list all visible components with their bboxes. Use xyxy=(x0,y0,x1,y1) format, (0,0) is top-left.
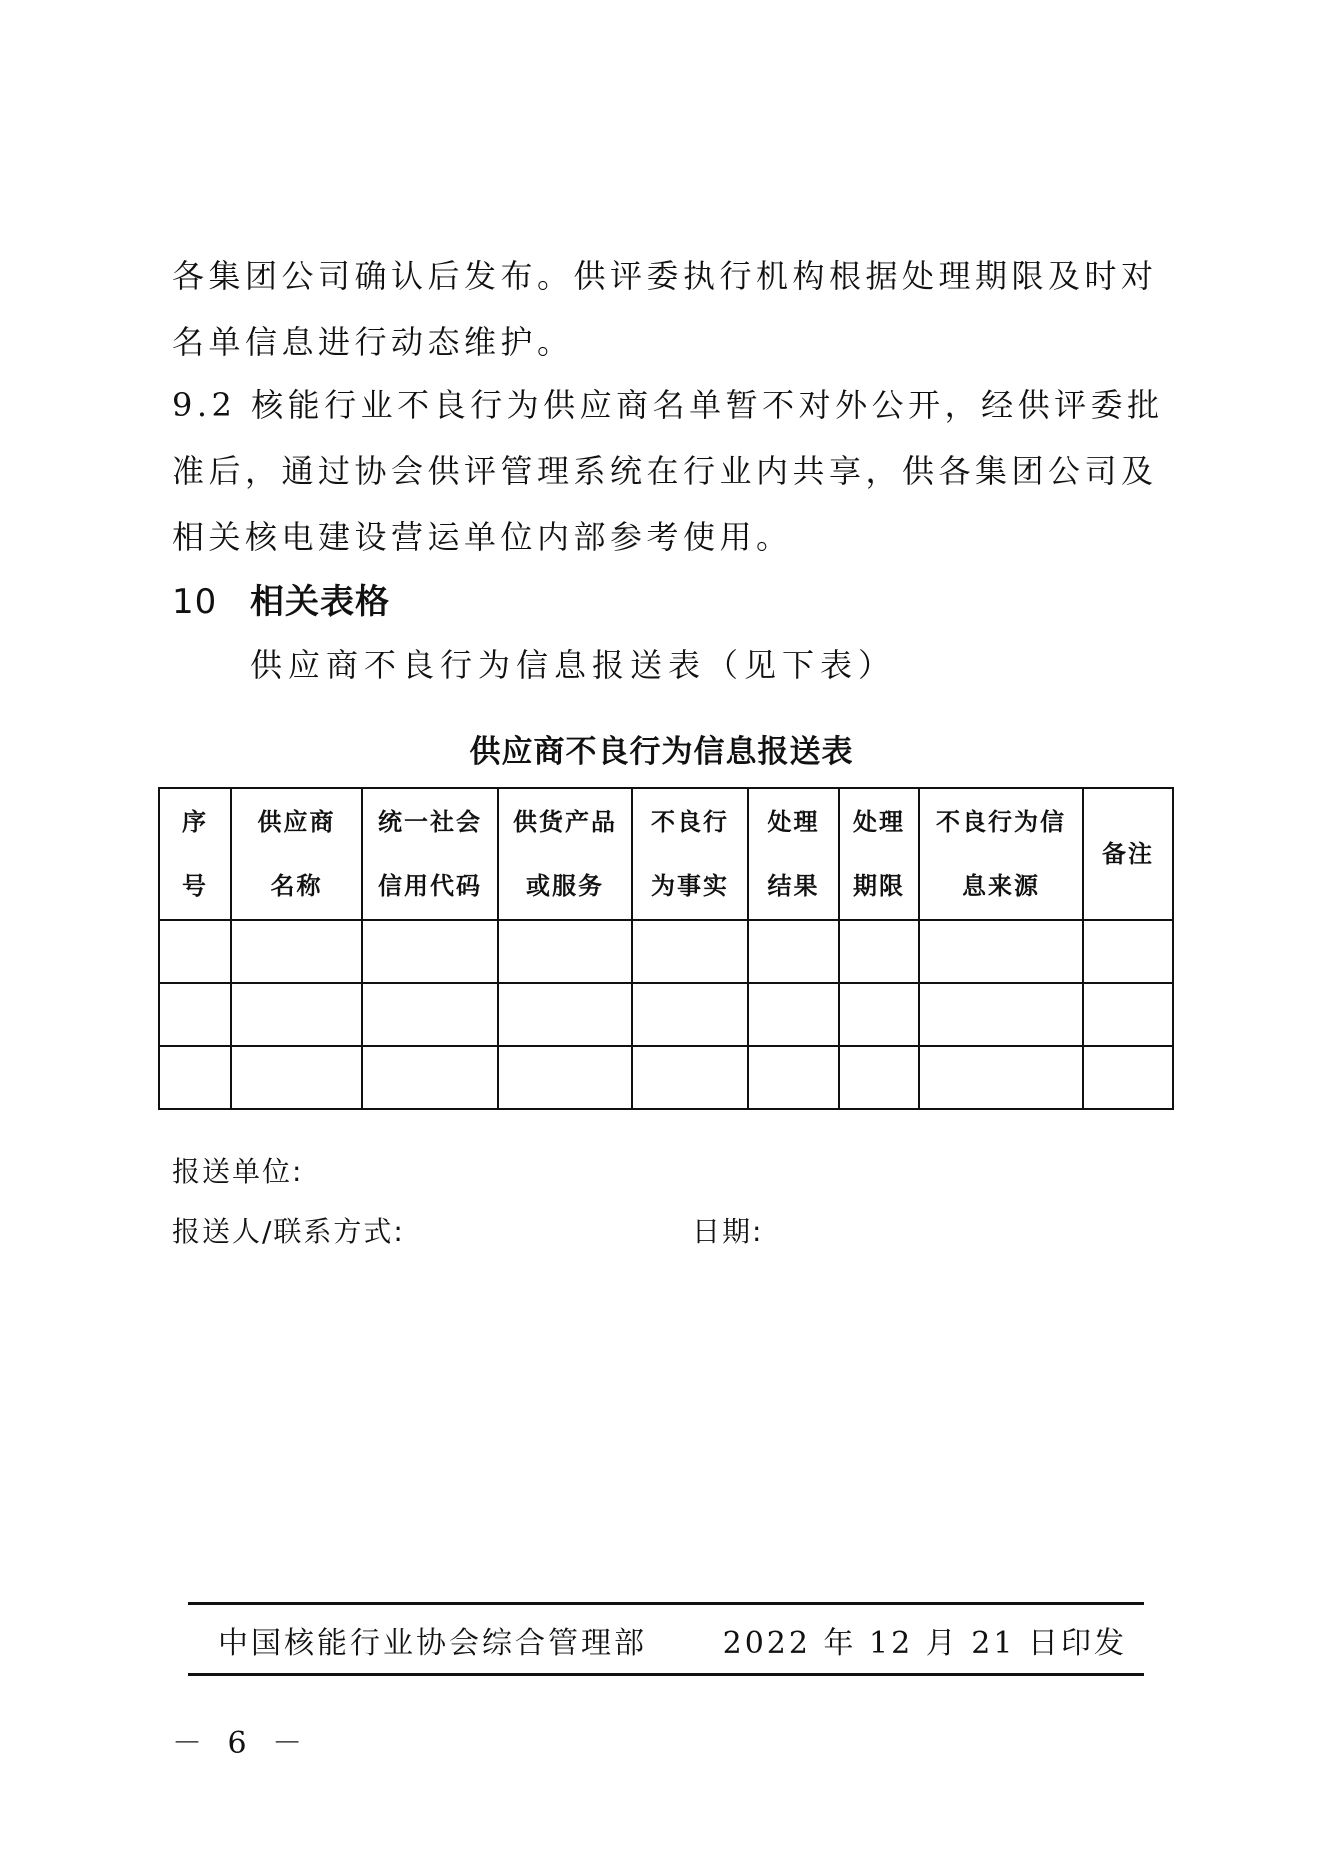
section-title: 相关表格 xyxy=(250,582,390,622)
table-cell xyxy=(159,1046,231,1109)
section-heading xyxy=(172,574,390,623)
table-row xyxy=(159,1046,1173,1109)
table-cell xyxy=(839,920,919,983)
table-cell xyxy=(632,920,748,983)
imprint-top-rule xyxy=(188,1602,1144,1605)
table-cell xyxy=(362,983,498,1046)
table-cell xyxy=(1083,983,1173,1046)
table-cell xyxy=(159,983,231,1046)
body-paragraph-2: 9.2 核能行业不良行为供应商名单暂不对外公开，经供评委批准后，通过协会供评管理系统在行业内共享，供各集团公司及相关核电建设营运单位内部参考使用。 xyxy=(172,386,1164,556)
header-cell: 处理 期限 xyxy=(839,788,919,920)
table-title: 供应商不良行为信息报送表 xyxy=(469,734,854,770)
report-date-label: 日期: xyxy=(692,1215,764,1248)
report-unit-label: 报送单位: xyxy=(172,1155,304,1188)
table-cell xyxy=(1083,920,1173,983)
header-cell: 备注 xyxy=(1083,788,1173,920)
imprint-bottom-rule xyxy=(188,1673,1144,1676)
report-table xyxy=(158,787,1174,1110)
header-cell: 供应商 名称 xyxy=(231,788,362,920)
table-cell xyxy=(362,920,498,983)
table-cell xyxy=(231,983,362,1046)
table-cell xyxy=(231,920,362,983)
section-number: 10 xyxy=(172,582,218,622)
report-person-label: 报送人/联系方式: xyxy=(172,1215,405,1248)
header-cell: 序 号 xyxy=(159,788,231,920)
header-cell: 处理 结果 xyxy=(748,788,839,920)
table-cell xyxy=(231,1046,362,1109)
table-cell xyxy=(839,1046,919,1109)
table-row xyxy=(159,920,1173,983)
imprint-date: 2022 年 12 月 21 日印发 xyxy=(722,1626,1127,1661)
table-row xyxy=(159,983,1173,1046)
table-cell xyxy=(1083,1046,1173,1109)
header-cell: 不良行为信 息来源 xyxy=(919,788,1083,920)
table-cell xyxy=(632,983,748,1046)
table-cell xyxy=(498,1046,632,1109)
table-header-row xyxy=(159,788,1173,920)
page-number: － 6 － xyxy=(172,1726,311,1761)
table-cell xyxy=(362,1046,498,1109)
table-cell xyxy=(159,920,231,983)
header-cell: 不良行 为事实 xyxy=(632,788,748,920)
table-cell xyxy=(839,983,919,1046)
section-caption: 供应商不良行为信息报送表（见下表） xyxy=(250,646,897,684)
table-cell xyxy=(632,1046,748,1109)
imprint-org: 中国核能行业协会综合管理部 xyxy=(218,1626,647,1661)
table-cell xyxy=(748,1046,839,1109)
table-cell xyxy=(919,983,1083,1046)
table-cell xyxy=(748,983,839,1046)
header-cell: 统一社会 信用代码 xyxy=(362,788,498,920)
table-cell xyxy=(919,1046,1083,1109)
body-paragraph-1: 各集团公司确认后发布。供评委执行机构根据处理期限及时对名单信息进行动态维护。 xyxy=(172,257,1158,361)
header-cell: 供货产品 或服务 xyxy=(498,788,632,920)
table-cell xyxy=(919,920,1083,983)
table-cell xyxy=(498,920,632,983)
table-cell xyxy=(748,920,839,983)
table-cell xyxy=(498,983,632,1046)
